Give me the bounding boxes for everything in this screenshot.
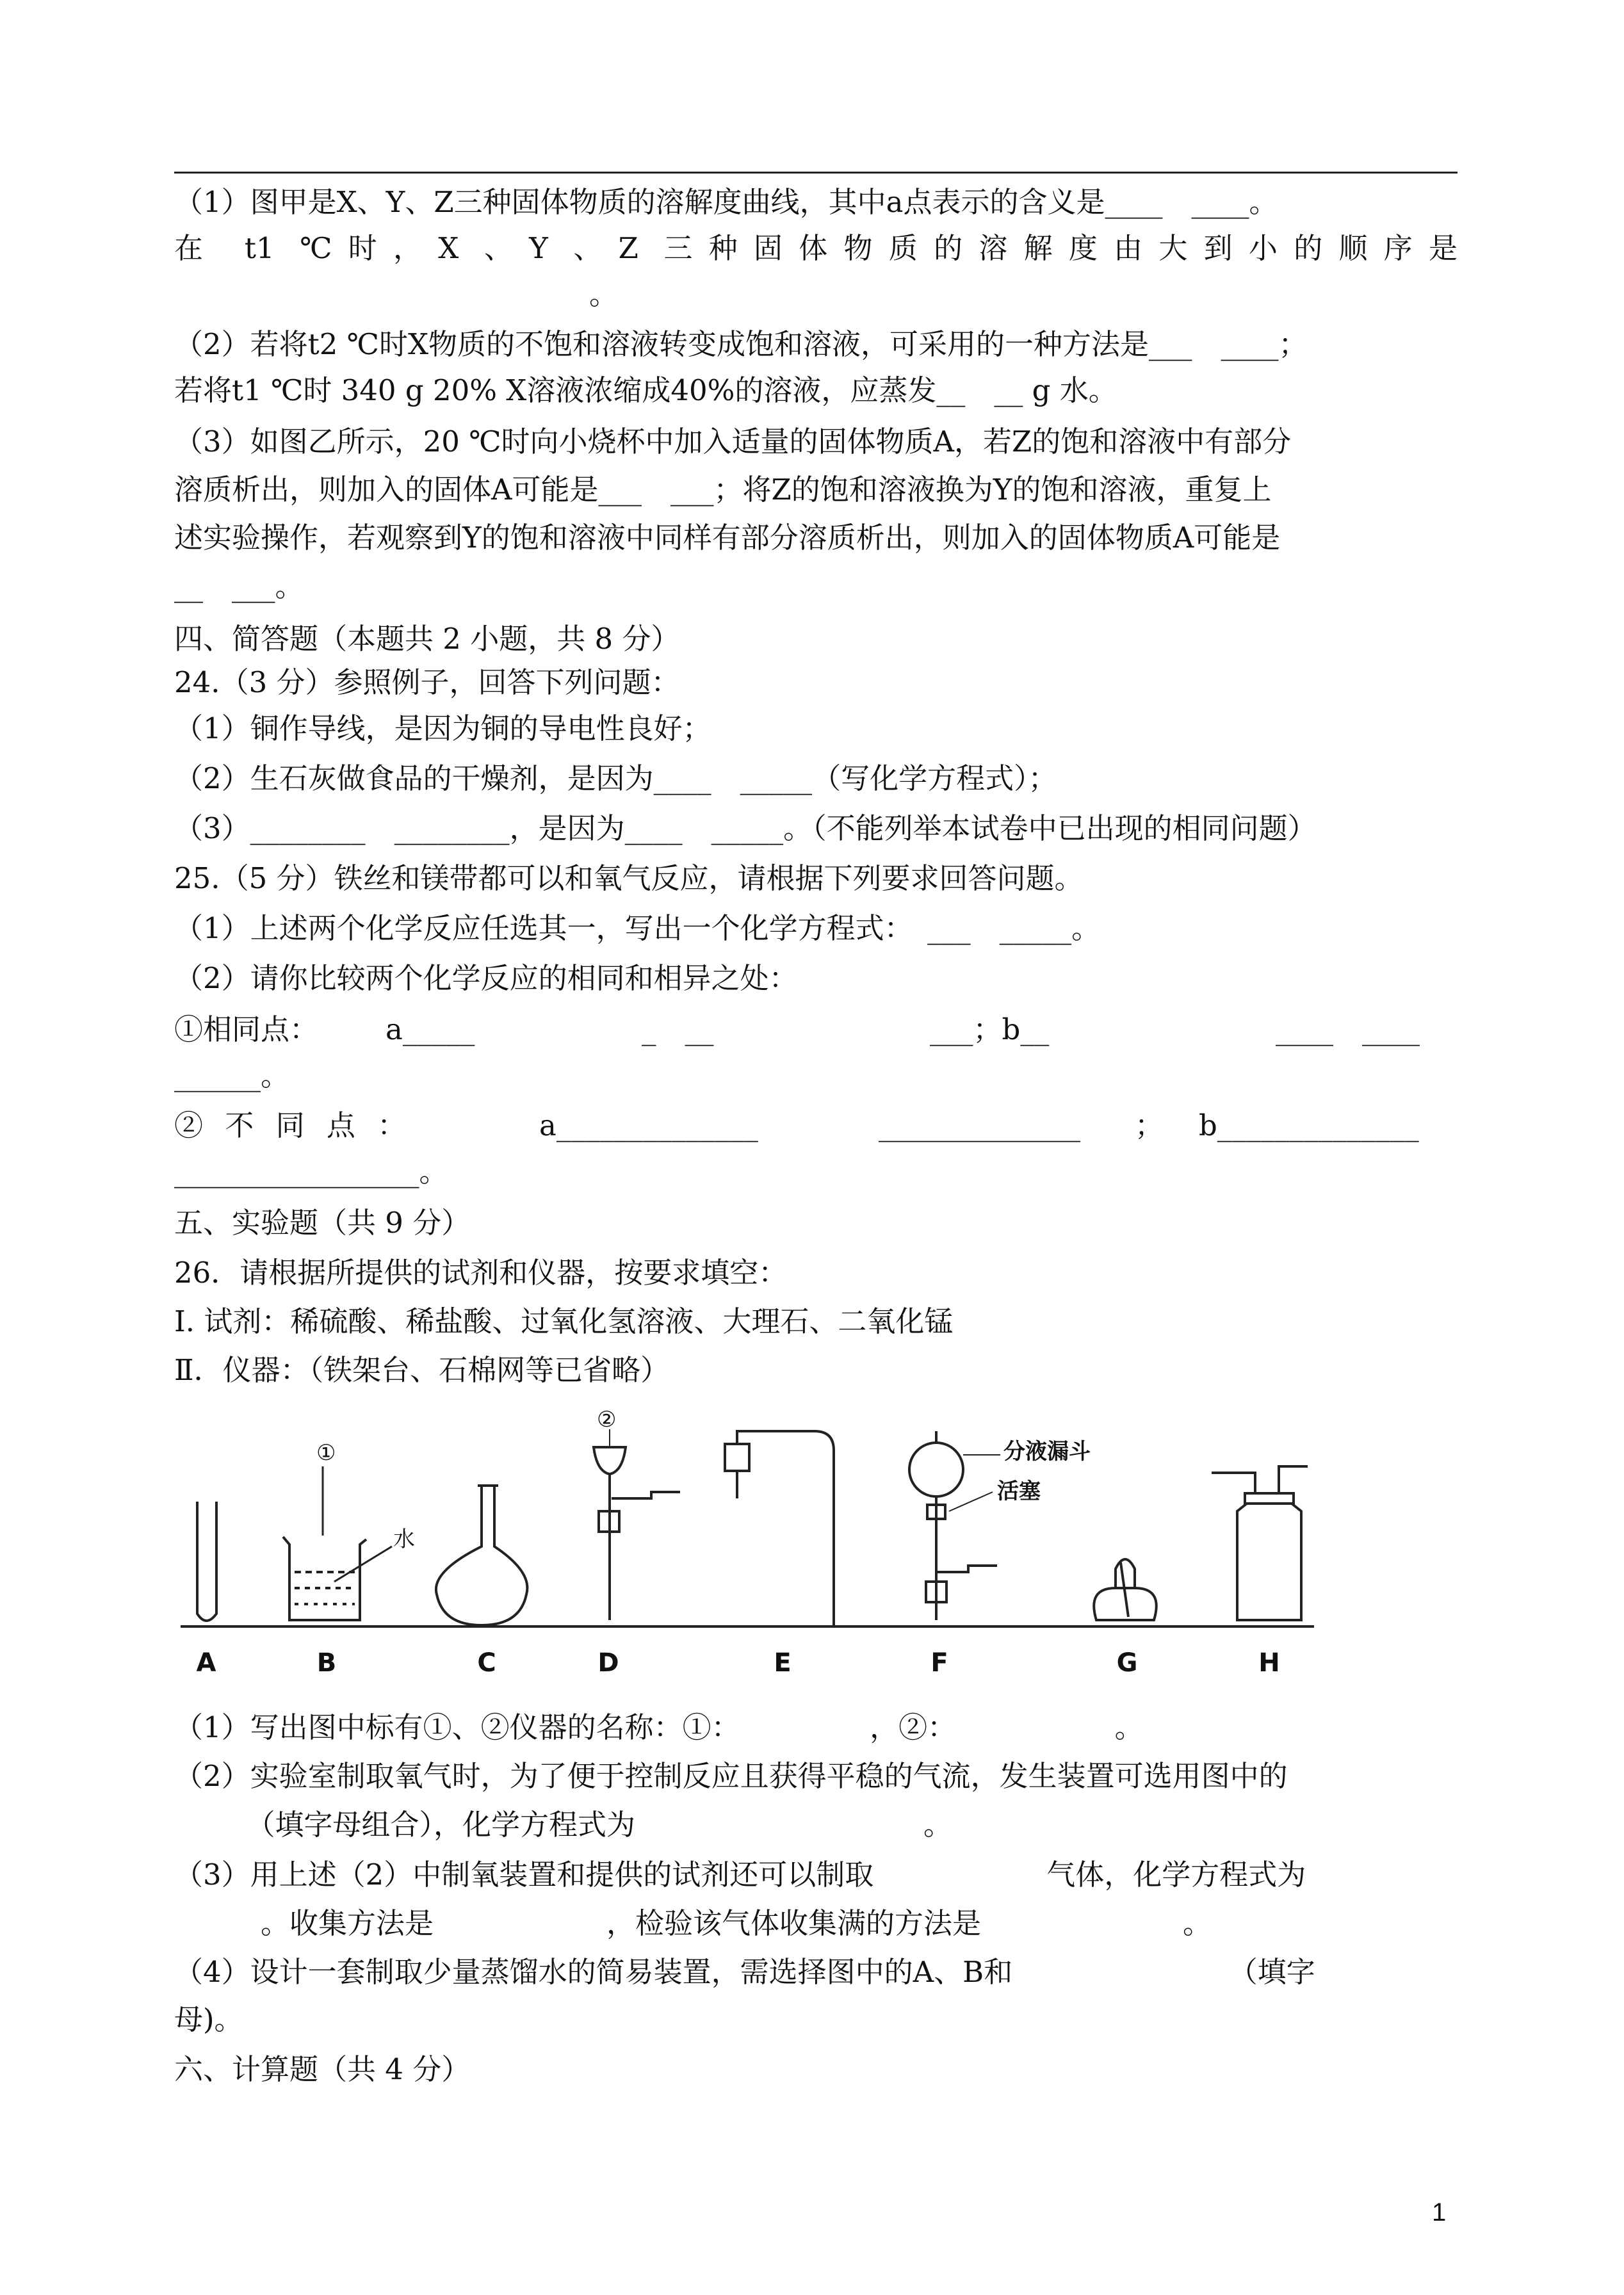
q23-part3-line3: 述实验操作，若观察到Y的饱和溶液中同样有部分溶质析出，则加入的固体物质A可能是 xyxy=(174,521,1281,555)
apparatus-diagram xyxy=(174,1396,1327,1691)
q26-part2-line2: （填字母组合），化学方程式为 。 xyxy=(174,1808,953,1842)
q23-part3-line1: （3）如图乙所示，20 ℃时向小烧杯中加入适量的固体物质A，若Z的饱和溶液中有部分 xyxy=(174,425,1292,458)
q25-same-line2: ______。 xyxy=(174,1058,290,1092)
q26-part4-line2: 母)。 xyxy=(174,2002,243,2036)
label-C: C xyxy=(477,1648,496,1678)
diff-b: b______________ xyxy=(1199,1108,1419,1142)
circle-2-label: ② xyxy=(597,1407,617,1432)
q25-same-row xyxy=(174,1010,1458,1049)
section5-title: 五、实验题（共 9 分） xyxy=(174,1206,471,1240)
q25-diff-line2: _________________。 xyxy=(174,1155,448,1188)
q24-part1: （1）铜作导线，是因为铜的导电性良好； xyxy=(174,711,711,745)
gas-bottle-icon xyxy=(1237,1504,1301,1620)
diff-a: a______________ xyxy=(539,1108,758,1142)
q23-part2-line2: 若将t1 ℃时 340 g 20% X溶液浓缩成40%的溶液，应蒸发__ __ g 水。 xyxy=(174,373,1117,407)
section6-title: 六、计算题（共 4 分） xyxy=(174,2052,471,2086)
water-label: 水 xyxy=(393,1527,415,1552)
circle-1-label: ① xyxy=(316,1440,336,1466)
q23-part1-line1: （1）图甲是X、Y、Z三种固体物质的溶解度曲线，其中a点表示的含义是____ ____。 xyxy=(174,185,1278,219)
diff-label: ② 不 同 点 ： xyxy=(174,1108,413,1142)
beaker-icon xyxy=(283,1537,366,1620)
q26-part3-line2: 。收集方法是 ，检验该气体收集满的方法是 。 xyxy=(174,1906,1212,1940)
separatory-funnel-icon xyxy=(909,1443,963,1496)
q25-part2: （2）请你比较两个化学反应的相同和相异之处： xyxy=(174,961,798,995)
label-E: E xyxy=(774,1648,792,1678)
instruments-line: Ⅱ．仪器：（铁架台、石棉网等已省略） xyxy=(174,1353,670,1387)
flask-icon xyxy=(436,1486,528,1625)
q25-stem: 25.（5 分）铁丝和镁带都可以和氧气反应，请根据下列要求回答问题。 xyxy=(174,861,1084,895)
section4-title: 四、简答题（本题共 2 小题，共 8 分） xyxy=(174,622,680,656)
q25-part1: （1）上述两个化学反应任选其一，写出一个化学方程式： ___ _____。 xyxy=(174,911,1101,945)
same-mid: _ __ xyxy=(642,1012,714,1046)
q26-part3-line1: （3）用上述（2）中制氧装置和提供的试剂还可以制取 气体，化学方程式为 xyxy=(174,1858,1306,1892)
same-tail: ____ ____ xyxy=(1276,1012,1420,1046)
diff-mid: ______________ xyxy=(879,1108,1080,1142)
q23-part3-line2: 溶质析出，则加入的固体A可能是___ ___；将Z的饱和溶液换为Y的饱和溶液，重复上 xyxy=(174,473,1272,507)
funnel-label: 分液漏斗 xyxy=(1003,1439,1091,1464)
label-D: D xyxy=(597,1648,619,1678)
same-a: a_____ xyxy=(386,1012,475,1046)
q23-part2-line1: （2）若将t2 ℃时X物质的不饱和溶液转变成饱和溶液，可采用的一种方法是___ ____； xyxy=(174,327,1308,361)
stopcock-label: 活塞 xyxy=(997,1479,1041,1504)
q24-part3: （3）________ ________，是因为____ _____。（不能列举本试卷中已出现的相同问题） xyxy=(174,811,1317,845)
q25-diff-row xyxy=(174,1107,1458,1145)
reagents-line: Ⅰ. 试剂：稀硫酸、稀盐酸、过氧化氢溶液、大理石、二氧化锰 xyxy=(174,1304,954,1338)
q26-part4-line1: （4）设计一套制取少量蒸馏水的简易装置，需选择图中的A、B和 （填字 xyxy=(174,1955,1315,1989)
q26-stem: 26．请根据所提供的试剂和仪器，按要求填空： xyxy=(174,1256,788,1290)
diff-semicolon: ； xyxy=(1135,1108,1164,1142)
q26-part2-line1: （2）实验室制取氧气时，为了便于控制反应且获得平稳的气流，发生装置可选用图中的 xyxy=(174,1759,1288,1793)
q26-part1: （1）写出图中标有①、②仪器的名称：①： ，②： 。 xyxy=(174,1710,1144,1744)
label-F: F xyxy=(930,1648,948,1678)
label-B: B xyxy=(316,1648,337,1678)
q24-part2: （2）生石灰做食品的干燥剂，是因为____ _____（写化学方程式）； xyxy=(174,761,1057,795)
q23-part3-line4: __ ___。 xyxy=(174,569,304,603)
same-label: ①相同点： xyxy=(174,1012,319,1046)
page-number: 1 xyxy=(1432,2198,1447,2226)
test-tube-icon xyxy=(197,1502,216,1621)
q23-part1-line2: 在 t1 ℃时，X 、Y 、Z 三种固体物质的溶解度由大到小的顺序是 xyxy=(174,231,1458,265)
label-H: H xyxy=(1258,1648,1280,1678)
q24-stem: 24.（3 分）参照例子，回答下列问题： xyxy=(174,665,680,699)
delivery-tube-icon xyxy=(725,1444,749,1471)
q23-part1-line3: 。 xyxy=(589,277,619,311)
label-G: G xyxy=(1116,1648,1138,1678)
long-neck-funnel-icon xyxy=(594,1447,626,1474)
label-A: A xyxy=(196,1648,216,1678)
same-end: ___；b__ xyxy=(930,1012,1050,1046)
header-rule xyxy=(174,172,1458,174)
